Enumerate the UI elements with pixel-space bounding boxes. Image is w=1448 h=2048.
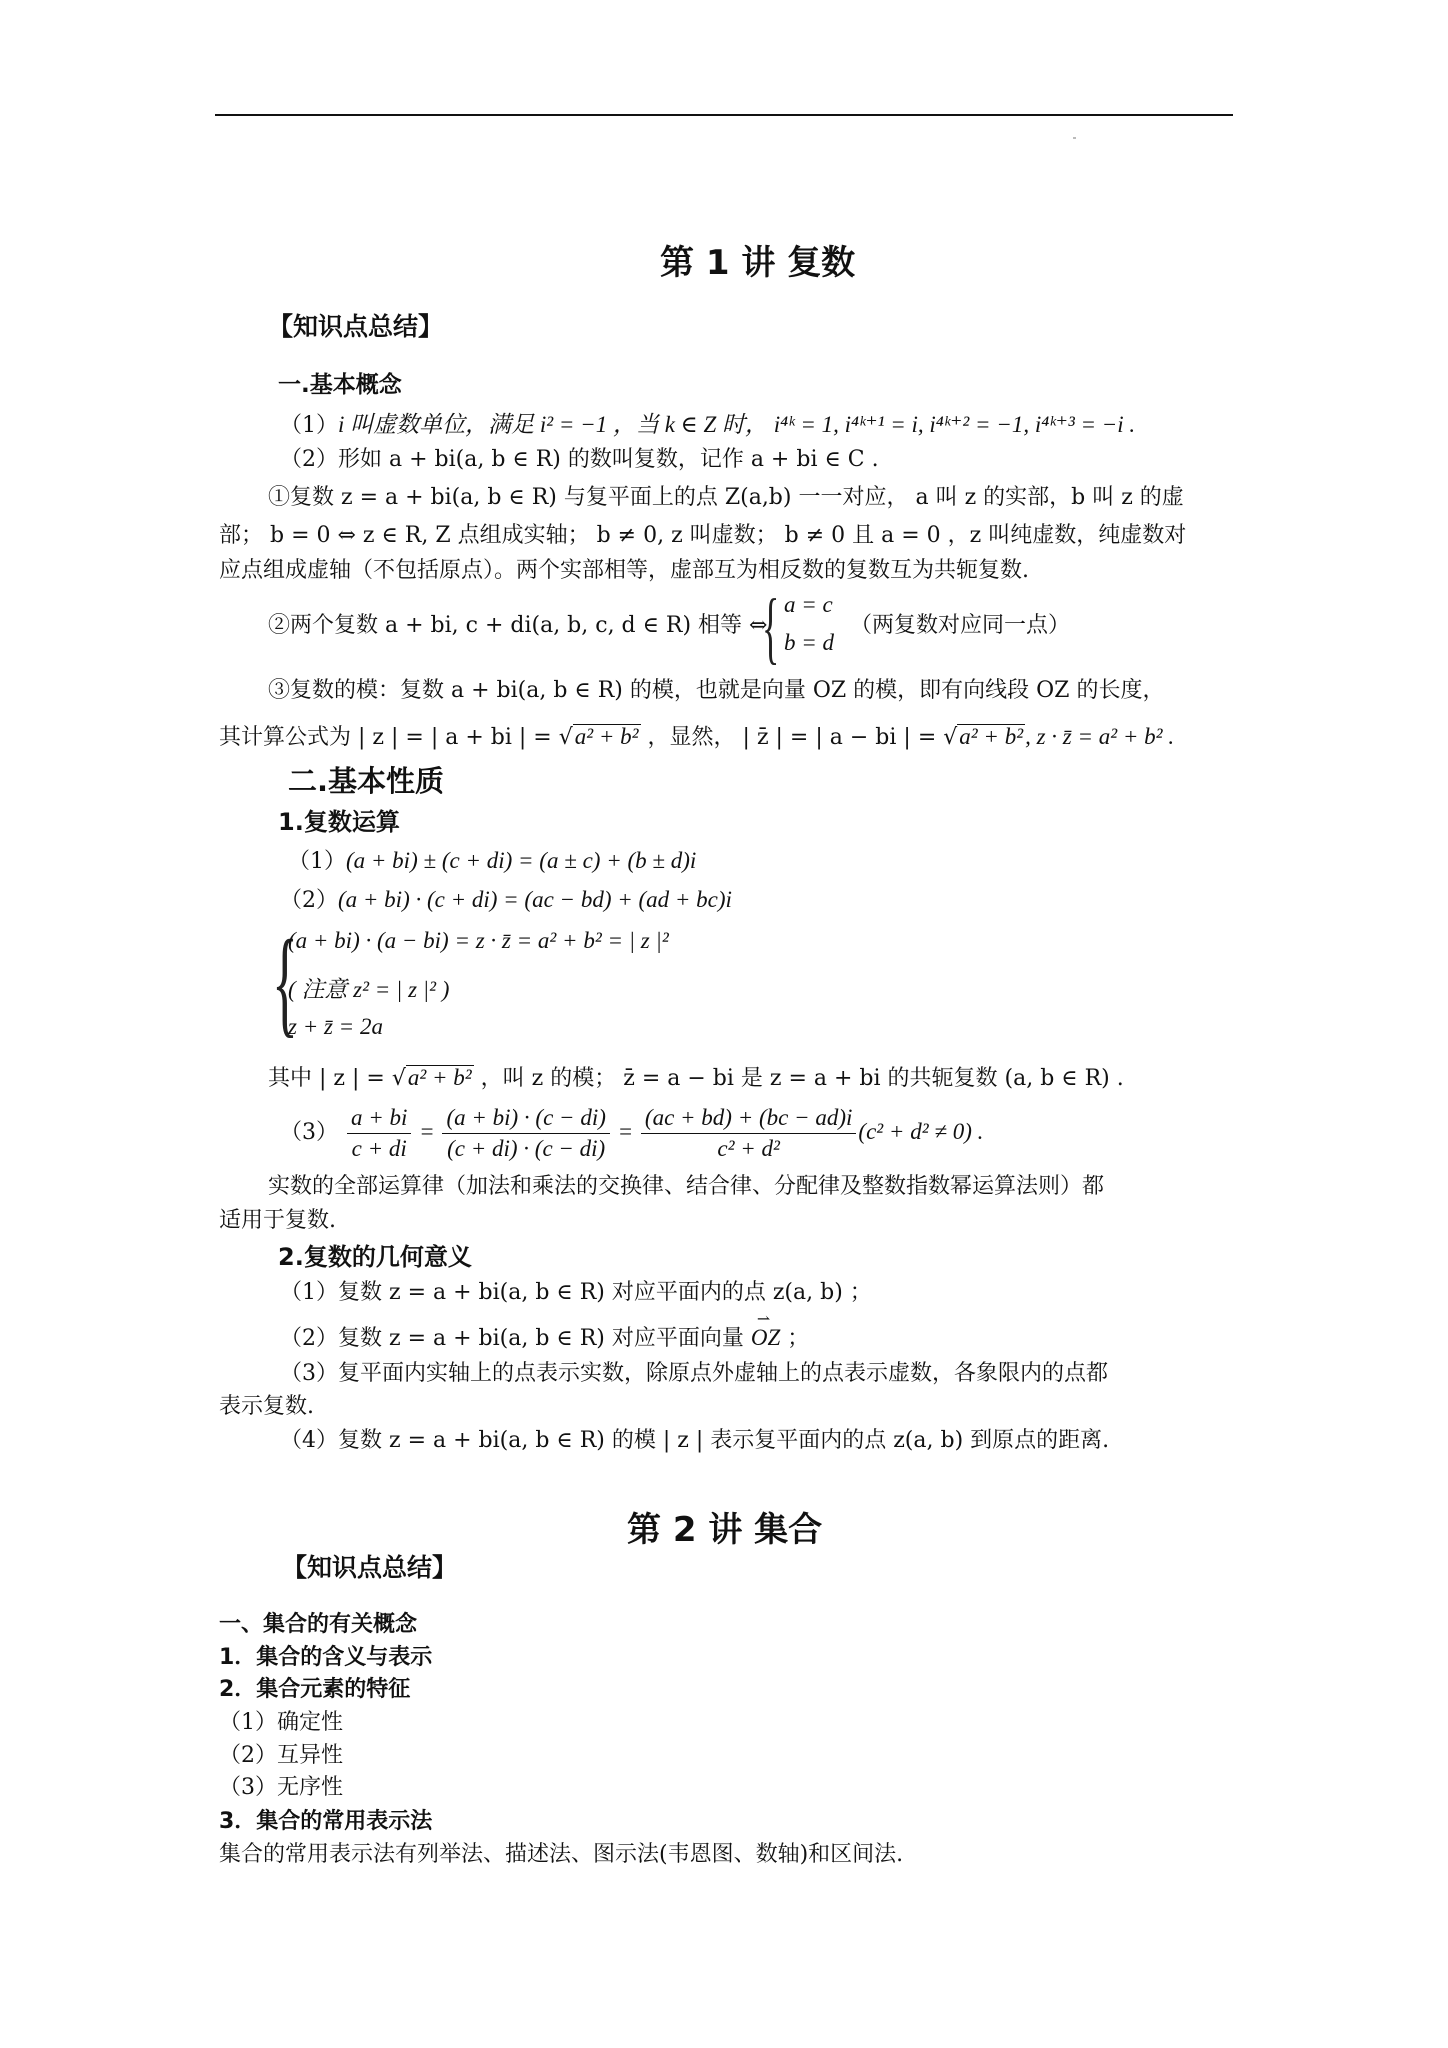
set-feature-2: （2）互异性 — [219, 1743, 343, 1768]
fraction-3: $\frac{(ac + bd) + (bc - ad)i}{\text{c² + d²}}$ — [641, 1103, 857, 1164]
point3-line1: ③复数的模：复数 a + bi(a, b ∈ R) 的模，也就是向量 OZ 的模，即有向线段 OZ 的长度， — [268, 678, 1165, 703]
point1-line2: 部； b = 0 ⇔ z ∈ R, Z 点组成实轴； b ≠ 0, z 叫虚数； b ≠ 0 且 a = 0 ，z 叫纯虚数，纯虚数对 — [219, 523, 1187, 548]
conjugate-cases: { (a + bi) · (a − bi) = z · z̄ = a² + b² = | z |² ( 注意 z² = | z |² ) z + z̄ = 2a — [272, 915, 669, 1048]
geometry-item-4: （4）复数 z = a + bi(a, b ∈ R) 的模 | z | 表示复平面内的点 z(a, b) 到原点的距离. — [280, 1428, 1110, 1453]
fraction-2: $\frac{(a + bi) \cdot (c - di)}{(c + di) \cdot (c - di)}$ — [442, 1103, 609, 1164]
geometry-item-2: （2）复数 z = a + bi(a, b ∈ R) 对应平面向量 ⇀ OZ ； — [280, 1324, 809, 1353]
concept-item-1: （1）i 叫虚数单位，满足 i² = −1 ，当 k ∈ Z 时， i⁴ᵏ = 1, i⁴ᵏ⁺¹ = i, i⁴ᵏ⁺² = −1, i⁴ᵏ⁺³ = −i . — [280, 412, 1136, 438]
section-basic-properties-heading: 二.基本性质 — [288, 764, 445, 798]
left-brace-icon: { — [272, 915, 298, 1048]
set-concepts-heading: 一、集合的有关概念 — [219, 1612, 418, 1637]
point2-cases: { a = c b = d — [762, 584, 835, 672]
operation-laws-note-line1: 实数的全部运算律（加法和乘法的交换律、结合律、分配律及整数指数幂运算法则）都 — [268, 1174, 1105, 1199]
header-rule — [215, 114, 1233, 116]
lecture2-summary-heading: 【知识点总结】 — [282, 1553, 458, 1582]
modulus-definition: 其中 | z | = √a² + b² ，叫 z 的模； z̄ = a − bi 是 z = a + bi 的共轭复数 (a, b ∈ R) . — [268, 1065, 1124, 1091]
lecture2-title: 第 2 讲 集合 — [627, 1510, 823, 1550]
section-basic-concepts-heading: 一.基本概念 — [278, 372, 402, 398]
point2-suffix: （两复数对应同一点） — [850, 613, 1071, 638]
point3-line2: 其计算公式为 | z | = | a + bi | = √a² + b² ，显然， | z̄ | = | a − bi | = √a² + b², z · z̄ = a² + b² . — [219, 724, 1175, 750]
geometry-item-3-line1: （3）复平面内实轴上的点表示实数，除原点外虚轴上的点表示虚数，各象限内的点都 — [280, 1361, 1108, 1386]
fraction-1: $\frac{a + bi}{c + di}$ — [347, 1103, 411, 1164]
left-brace-icon: { — [762, 584, 780, 672]
point1-line1: ①复数 z = a + bi(a, b ∈ R) 与复平面上的点 Z(a,b) 一一对应， a 叫 z 的实部，b 叫 z 的虚 — [268, 485, 1184, 510]
operation-3-division: （3） $\frac{a + bi}{c + di}$ = $\frac{(a + bi) \cdot (c - di)}{(c + di) \cdot (c - di)}$ = $\frac{(ac + bd) + (bc - ad)i}{\text{c² + d²}}$ (c² + d² ≠ 0) . — [280, 1100, 983, 1165]
geometry-item-1: （1）复数 z = a + bi(a, b ∈ R) 对应平面内的点 z(a, b) ； — [280, 1280, 872, 1305]
set-feature-3: （3）无序性 — [219, 1775, 343, 1800]
set-item-3: 3．集合的常用表示法 — [219, 1809, 433, 1834]
lecture1-title: 第 1 讲 复数 — [660, 243, 856, 283]
set-feature-1: （1）确定性 — [219, 1710, 343, 1735]
geometry-item-3-line2: 表示复数. — [219, 1394, 314, 1419]
sub-geometry-heading: 2.复数的几何意义 — [278, 1243, 472, 1271]
set-item-1: 1．集合的含义与表示 — [219, 1645, 433, 1670]
lecture1-summary-heading: 【知识点总结】 — [268, 312, 444, 341]
vector-oz: ⇀ OZ — [751, 1324, 780, 1352]
concept-item-2: （2）形如 a + bi(a, b ∈ R) 的数叫复数，记作 a + bi ∈ C . — [280, 447, 879, 472]
set-item-2: 2．集合元素的特征 — [219, 1677, 411, 1702]
point2-prefix: ②两个复数 a + bi, c + di(a, b, c, d ∈ R) 相等 ⇔ — [268, 613, 768, 638]
operation-laws-note-line2: 适用于复数. — [219, 1208, 336, 1233]
operation-1: （1）(a + bi) ± (c + di) = (a ± c) + (b ± d)i — [288, 848, 697, 874]
point1-line3: 应点组成虚轴（不包括原点）。两个实部相等，虚部互为相反数的复数互为共轭复数. — [219, 558, 1029, 583]
sub-operations-heading: 1.复数运算 — [278, 808, 400, 836]
operation-2: （2）(a + bi) · (c + di) = (ac − bd) + (ad + bc)i — [280, 887, 732, 913]
set-representation-text: 集合的常用表示法有列举法、描述法、图示法(韦恩图、数轴)和区间法. — [219, 1842, 904, 1867]
scan-speck — [1073, 137, 1076, 139]
